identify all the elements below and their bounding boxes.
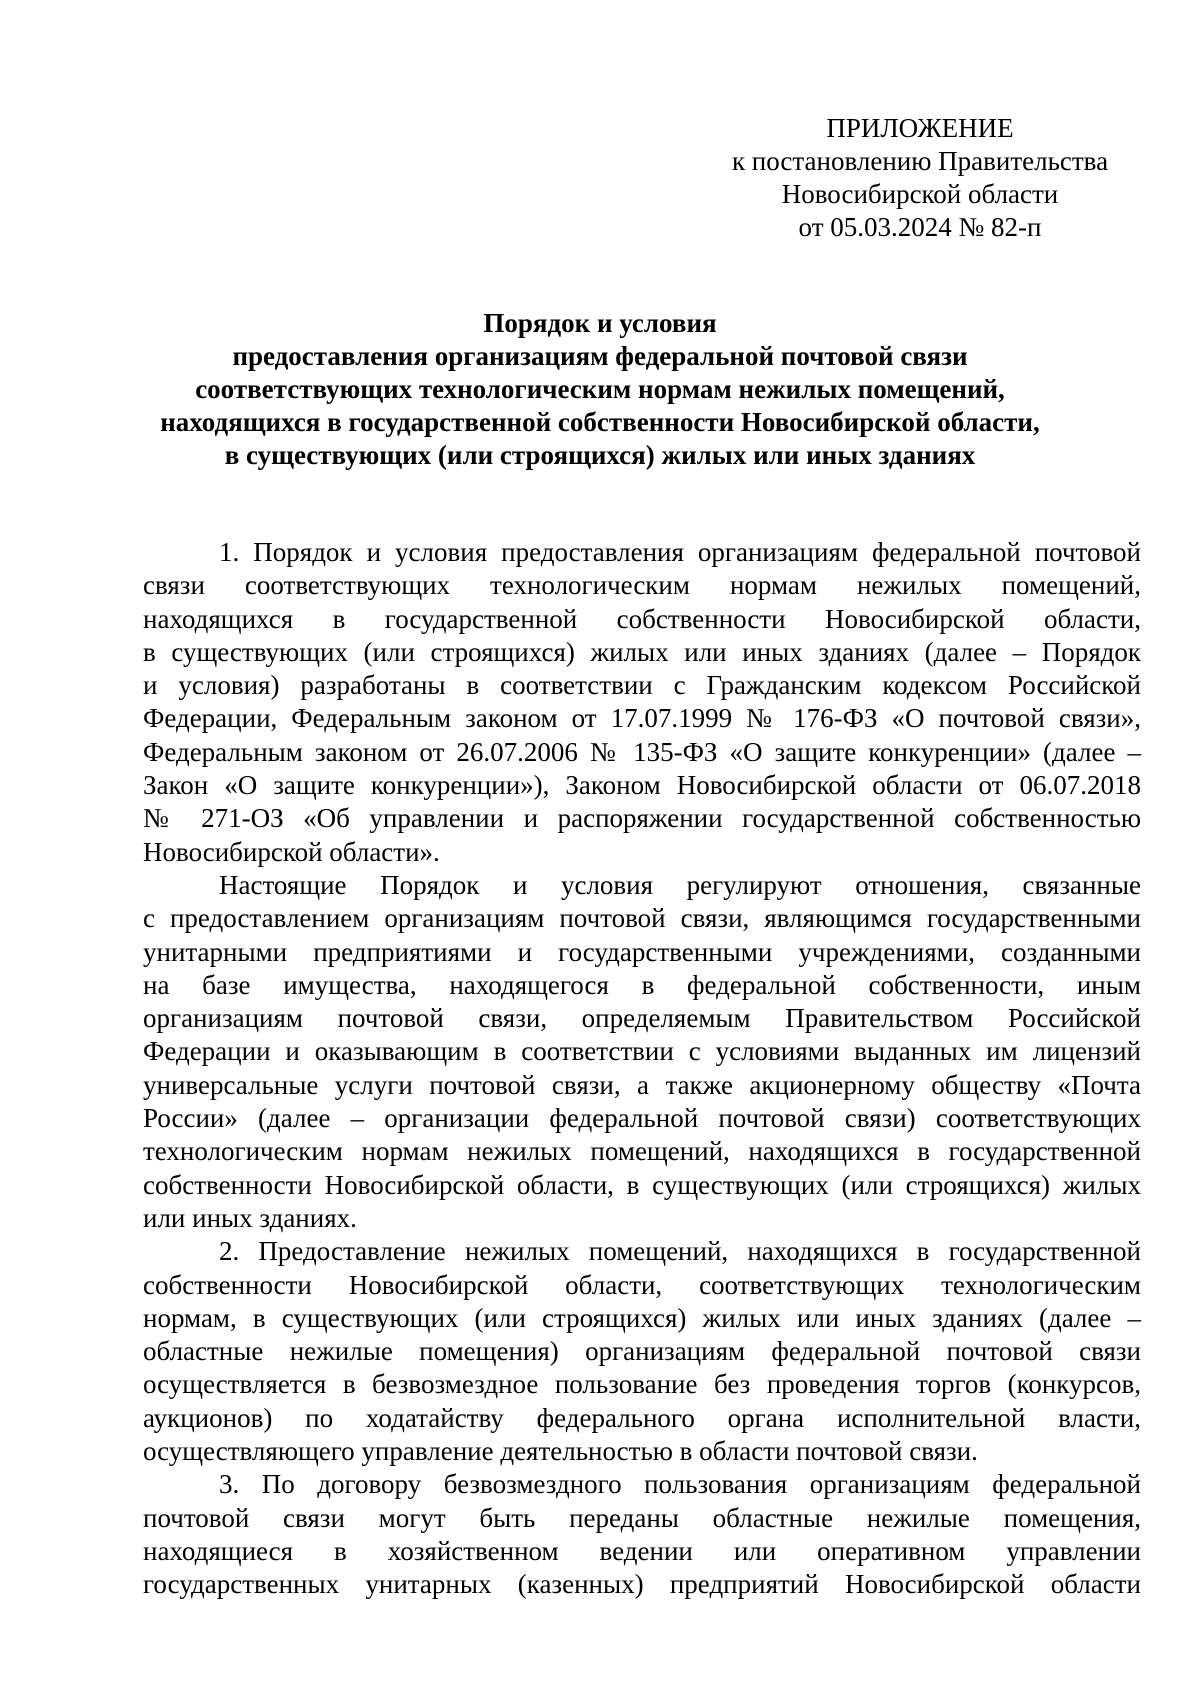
- text-line: Федерации, Федеральным законом от 17.07.1999 № 176-ФЗ «О почтовой связи»,: [143, 703, 1141, 734]
- text-line: собственности Новосибирской области, в существующих (или строящихся) жилых: [143, 1169, 1141, 1200]
- text-line: осуществляется в безвозмездное пользование без проведения торгов (конкурсов,: [143, 1369, 1141, 1400]
- paragraph-3: [143, 1235, 1141, 1468]
- appendix-reference: к постановлению Правительства: [731, 146, 1109, 176]
- text-line: Новосибирской области».: [143, 836, 440, 867]
- text-line: на базе имущества, находящегося в федеральной собственности, иным: [143, 969, 1141, 1000]
- text-line: № 271-ОЗ «Об управлении и распоряжении государственной собственностью: [143, 803, 1141, 834]
- text-line: 1. Порядок и условия предоставления организациям федеральной почтовой: [219, 537, 1141, 567]
- text-line: связи соответствующих технологическим нормам нежилых помещений,: [143, 570, 1141, 601]
- document-title: [100, 307, 1100, 472]
- text-line: технологическим нормам нежилых помещений, находящихся в государственной: [143, 1136, 1141, 1167]
- title-line: Порядок и условия: [483, 308, 717, 338]
- text-line: Настоящие Порядок и условия регулируют отношения, связанные: [219, 869, 1141, 900]
- text-line: с предоставлением организациям почтовой связи, являющимся государственными: [143, 903, 1141, 934]
- text-line: государственных унитарных (казенных) предприятий Новосибирской области: [143, 1569, 1141, 1600]
- text-line: Федерации и оказывающим в соответствии с условиями выданных им лицензий: [143, 1036, 1141, 1067]
- document-body: [143, 536, 1141, 1602]
- text-line: и условия) разработаны в соответствии с Гражданским кодексом Российской: [143, 670, 1141, 701]
- appendix-date-number: от 05.03.2024 № 82-п: [798, 212, 1042, 242]
- appendix-header: [700, 112, 1140, 244]
- text-line: областные нежилые помещения) организациям федеральной почтовой связи: [143, 1336, 1141, 1367]
- text-line: Федеральным законом от 26.07.2006 № 135-ФЗ «О защите конкуренции» (далее –: [143, 736, 1141, 767]
- text-line: находящихся в государственной собственности Новосибирской области,: [143, 603, 1141, 634]
- text-line: 2. Предоставление нежилых помещений, находящихся в государственной: [219, 1236, 1141, 1267]
- text-line: 3. По договору безвозмездного пользования организациям федеральной: [219, 1469, 1141, 1500]
- paragraph-1: [143, 536, 1141, 869]
- text-line: осуществляющего управление деятельностью в области почтовой связи.: [143, 1436, 978, 1467]
- text-line: Закон «О защите конкуренции»), Законом Новосибирской области от 06.07.2018: [143, 770, 1141, 801]
- text-line: в существующих (или строящихся) жилых или иных зданиях (далее – Порядок: [143, 636, 1141, 667]
- appendix-label: ПРИЛОЖЕНИЕ: [826, 113, 1014, 143]
- text-line: почтовой связи могут быть переданы областные нежилые помещения,: [143, 1502, 1141, 1533]
- paragraph-2: [143, 869, 1141, 1235]
- text-line: универсальные услуги почтовой связи, а также акционерному обществу «Почта: [143, 1069, 1141, 1100]
- title-line: находящихся в государственной собственности Новосибирской области,: [160, 407, 1040, 437]
- text-line: находящиеся в хозяйственном ведении или оперативном управлении: [143, 1535, 1141, 1566]
- text-line: или иных зданиях.: [143, 1202, 357, 1233]
- text-line: унитарными предприятиями и государственными учреждениями, созданными: [143, 936, 1141, 967]
- appendix-region: Новосибирской области: [781, 179, 1059, 209]
- text-line: нормам, в существующих (или строящихся) жилых или иных зданиях (далее –: [143, 1302, 1141, 1333]
- text-line: аукционов) по ходатайству федерального органа исполнительной власти,: [143, 1402, 1141, 1433]
- text-line: организациям почтовой связи, определяемым Правительством Российской: [143, 1003, 1141, 1034]
- paragraph-4: [143, 1468, 1141, 1601]
- title-line: предоставления организациям федеральной почтовой связи: [232, 341, 968, 371]
- title-line: соответствующих технологическим нормам нежилых помещений,: [195, 374, 1005, 404]
- text-line: собственности Новосибирской области, соответствующих технологическим: [143, 1269, 1141, 1300]
- text-line: России» (далее – организации федеральной почтовой связи) соответствующих: [143, 1103, 1141, 1134]
- title-line: в существующих (или строящихся) жилых или иных зданиях: [224, 440, 976, 470]
